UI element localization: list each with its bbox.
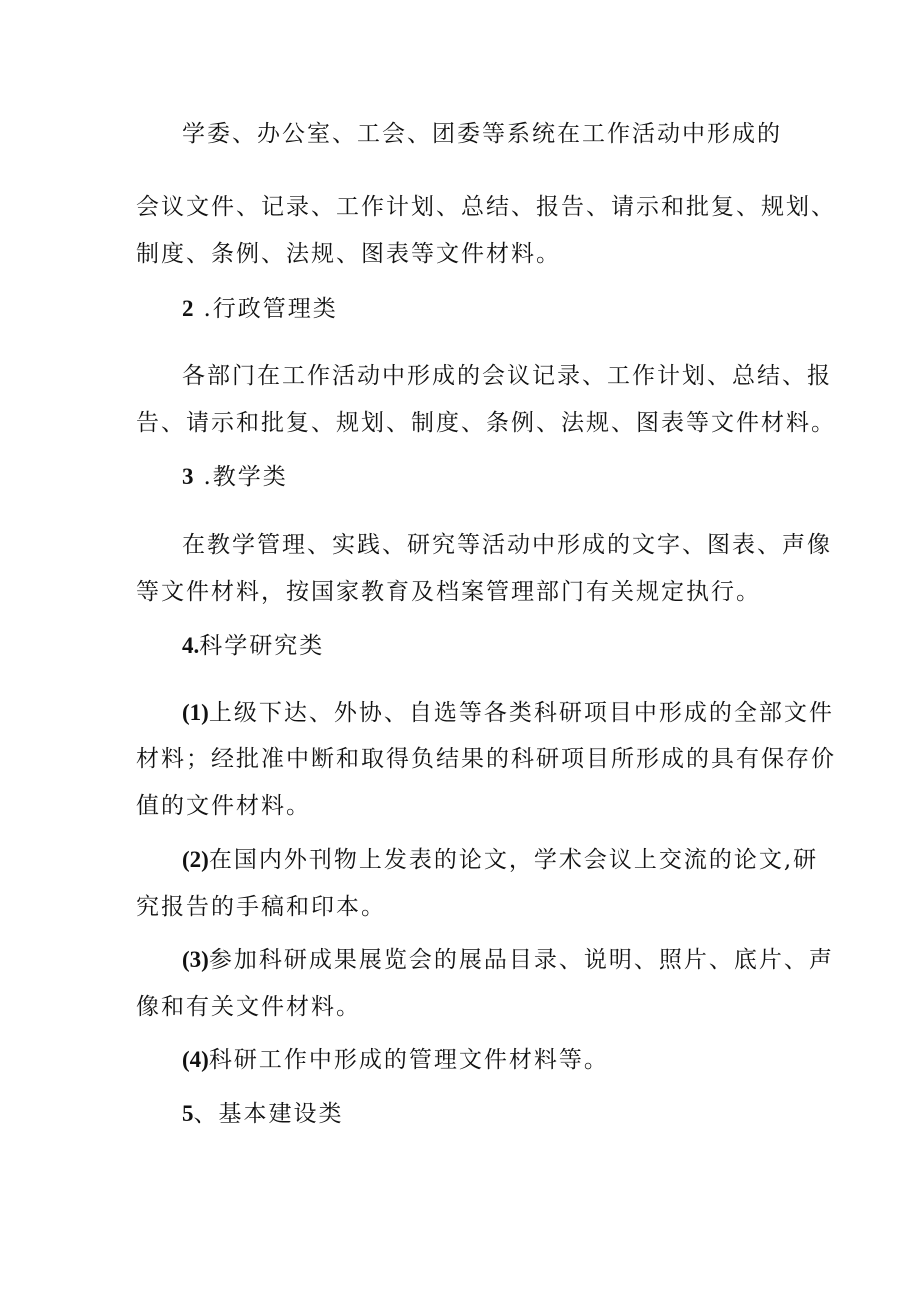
line-text: 在国内外刊物上发表的论文，学术会议上交流的论文,研	[208, 847, 819, 873]
paragraph-line	[182, 530, 832, 560]
item-number: (1)	[182, 700, 209, 725]
line-text: 等文件材料，按国家教育及档案管理部门有关规定执行。	[136, 579, 761, 605]
paragraph-line	[136, 577, 761, 607]
section-number: 5	[182, 1101, 194, 1126]
section-heading	[182, 294, 338, 324]
line-text: 参加科研成果展览会的展品目录、说明、照片、底片、声	[208, 947, 834, 973]
line-text: 究报告的手稿和印本。	[136, 894, 386, 920]
item-number: (3)	[182, 947, 209, 972]
line-text: 材料；经批准中断和取得负结果的科研项目所形成的具有保存价	[136, 746, 836, 772]
list-item-line	[182, 945, 834, 975]
section-heading	[182, 462, 288, 492]
paragraph-line	[136, 239, 561, 269]
section-heading	[182, 1099, 344, 1129]
section-title: 、基本建设类	[193, 1101, 344, 1127]
line-text: 在教学管理、实践、研究等活动中形成的文字、图表、声像	[182, 532, 832, 558]
section-title: .教学类	[203, 464, 288, 490]
paragraph-line	[136, 744, 836, 774]
section-heading	[182, 631, 324, 661]
paragraph-line	[182, 119, 782, 149]
section-title: 科学研究类	[199, 633, 325, 659]
paragraph-line	[182, 361, 832, 391]
item-number: (2)	[182, 847, 209, 872]
paragraph-line	[136, 992, 361, 1022]
paragraph-line	[136, 791, 311, 821]
line-text: 各部门在工作活动中形成的会议记录、工作计划、总结、报	[182, 363, 832, 389]
list-item-line	[182, 845, 818, 875]
line-text: 学委、办公室、工会、团委等系统在工作活动中形成的	[182, 121, 782, 147]
section-number: 4.	[182, 633, 200, 658]
line-text: 告、请示和批复、规划、制度、条例、法规、图表等文件材料。	[136, 410, 836, 436]
line-text: 会议文件、记录、工作计划、总结、报告、请示和批复、规划、	[136, 194, 836, 220]
paragraph-line	[136, 192, 836, 222]
section-number: 3	[182, 464, 194, 489]
line-text: 上级下达、外协、自选等各类科研项目中形成的全部文件	[208, 700, 834, 726]
line-text: 制度、条例、法规、图表等文件材料。	[136, 241, 561, 267]
list-item-line	[182, 1045, 609, 1075]
line-text: 值的文件材料。	[136, 793, 311, 819]
line-text: 科研工作中形成的管理文件材料等。	[208, 1047, 609, 1073]
line-text: 像和有关文件材料。	[136, 994, 361, 1020]
paragraph-line	[136, 408, 836, 438]
section-title: .行政管理类	[203, 296, 338, 322]
section-number: 2	[182, 296, 194, 321]
list-item-line	[182, 698, 834, 728]
paragraph-line	[136, 892, 386, 922]
item-number: (4)	[182, 1047, 209, 1072]
